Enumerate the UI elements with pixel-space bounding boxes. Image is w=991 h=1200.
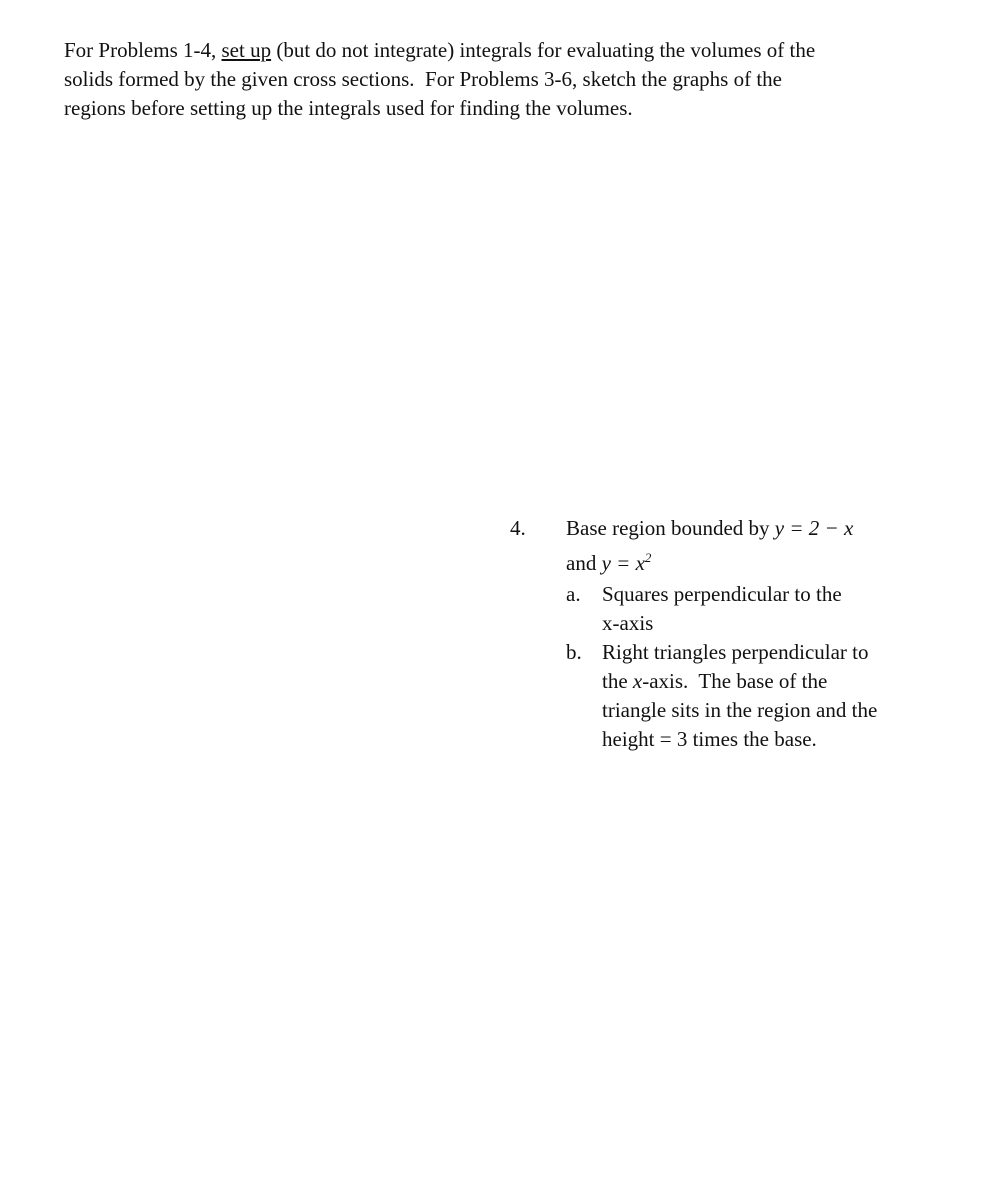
part-a-line-1: Squares perpendicular to the (602, 582, 842, 606)
instructions-line-1 (64, 36, 944, 65)
part-a-line-2: x-axis (602, 611, 654, 635)
set-up-underlined-text: set up (221, 38, 272, 62)
part-b-line-4 (602, 725, 966, 754)
equation-y-x-base: y = x (601, 551, 645, 575)
instructions-line-3: regions before setting up the integrals used for finding the volumes. (64, 96, 633, 120)
exponent-2: 2 (644, 550, 652, 565)
times-base-text: times the base. (687, 727, 817, 751)
instructions-paragraph (64, 36, 944, 123)
problem-4-line-2 (566, 543, 966, 578)
equation-y-x-squared (602, 551, 652, 575)
instructions-line-2: solids formed by the given cross sections. For Problems 3-6, sketch the graphs of the (64, 67, 782, 91)
part-b-line-3: triangle sits in the region and the (602, 698, 878, 722)
part-b-line-2-end: -axis. The base of the (642, 669, 828, 693)
and-text: and (566, 551, 602, 575)
instructions-line-1-start: For Problems 1-4, (64, 38, 222, 62)
x-variable: x (632, 669, 643, 693)
problem-4-line-1 (566, 514, 966, 543)
equation-y-2-minus-x: y = 2 − x (774, 516, 854, 540)
instructions-line-1-end: (but do not integrate) integrals for evaluating the volumes of the (271, 38, 816, 62)
part-a-label: a. (566, 582, 581, 606)
part-b (566, 638, 966, 754)
part-b-line-1: Right triangles perpendicular to (602, 640, 869, 664)
problem-4-body (566, 514, 966, 754)
base-region-text: Base region bounded by (566, 516, 775, 540)
part-b-line-2 (602, 667, 966, 696)
part-a (566, 580, 966, 638)
height-text: height (602, 727, 660, 751)
part-b-label: b. (566, 640, 582, 664)
problem-number: 4. (510, 516, 526, 540)
part-b-line-2-start: the (602, 669, 633, 693)
equals-three: = 3 (659, 727, 688, 751)
